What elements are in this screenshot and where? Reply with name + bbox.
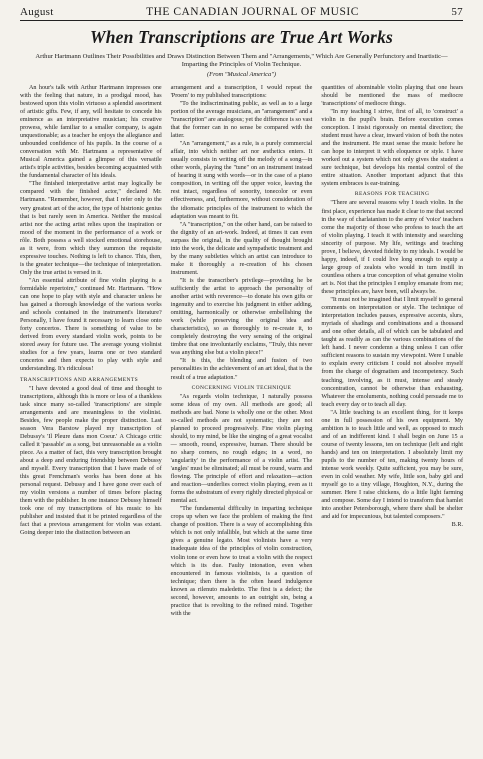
paragraph: "I have devoted a good deal of time and thought to transcriptions, although this is more or less of a thankless task since many so-called 'transcriptions' are simple arrangements and are meaningless to the violinist. Besides, few people make the proper distinction. Last season Vera Barstow played my transcription of Debussy's 'Il Pleure dans mon Coeur.' A Chicago critic called it 'passable' as a song, but unreasonable as a violin piece. As a matter of fact, this very transcription brought about a deep and enduring friendship between Debussy and myself. Every transcription that I have made of of this great Frenchman's works has been done at his personal request. Debussy and I have gone over each of my violin versions a number of times before placing them with the publisher. In one instance Debussy himself took one of my transcriptions of his music to his publisher and insisted that it be printed regardless of the fact that a previous arrangement for violin was extant. Going deeper into the distinction between an: [20, 385, 162, 537]
header-journal-title: THE CANADIAN JOURNAL OF MUSIC: [146, 6, 359, 18]
paragraph: "It must not be imagined that I limit myself to general comments on interpretation or style. The technique of interpretation includes pauses, expressive accents, slurs, myriads of shadings and combinations and a thousand and one other details, all of which can be tabulated and taught as readily as can the various combinations of the left hand. I never condemn a thing unless I can offer sufficient reasons to sustain my viewpoint. Were I unable to explain every criticism I could not absolve myself from the charge of dogmatism and incompetency. Such teaching, involving, as it must, intense and steady concentration, cannot be otherwise than exhausting. Whatever the emoluments, nothing could persuade me to teach every day or to teach all day.: [321, 297, 464, 408]
paragraph: "There are several reasons why I teach violin. In the first place, experience has made it clear to me that second in the way of charlatanism to the army of 'voice' teachers come the majority of those who profess to teach the art of violin playing. I teach it with intensity and searching sincerity of purpose. My life, writings and teaching prove, I believe, devoted fidelity to my ideals. I would be happy, indeed, if I could live long enough to equip a large group of zealots who would in turn instill in countless others a true conception of what genuine violin art is. Not that the principles I employ emanate from me; these principles are, have been, will always be.: [321, 200, 464, 295]
paragraph: "An essential attribute of fine violin playing is a formidable repertoire," continued Mr. Hartmann. "How can one hope to play with style and character unless he has gained a thorough knowledge of the various works and schools contained in the instrument's literature? Personally, I have found it necessary to learn close onto forty concertos. There is something of value to be derived from every standard violin work, points to be stored away for future use. The average young violinist studies for a few years, learns one or two standard concertos and then expects to play with style and understanding. It's ridiculous!: [20, 277, 162, 373]
paragraph: "The fundamental difficulty in imparting technique crops up when we face the problem of making the first change of position. There is a way of accomplishing this which is not only infallible, but which at the same time gives a genuine legato. Most violinists have a very inadequate idea of the principles of violin construction, violin tone or even how to treat a violin with the respect which is its due. Faulty intonation, even when encountered in famous violinists, is a question of technique; then there is the often heard indulgence known as rilenuto maledetto. The first is a defect; the second, however, amounts to an outright sin, being a practice that is revolting to the refined mind. Together with the: [170, 506, 313, 617]
article-source: (From "Musical America"): [207, 70, 276, 78]
paragraph: "A little teaching is an excellent thing, for it keeps one in full possession of his own equipment. My ambition is to teach little and well, as opposed to much and of an indifferent kind. I shall begin on June 15 a course of twenty lessons, ten on technique (left and right hands) and ten on interpretation. I absolutely limit my pupils to the number of ten, making twenty hours of intense work weekly. Quite sufficient, you may be sure, even in cold weather. My wife, little son, baby girl and myself go to a tiny village, Houghton, N.Y., during the summer. Here I raise chickens, do a little light farming and compose. Some day I intend to transform that hamlet into another Petersborough, where there shall be shelter and aid for impecunious, but talented composers.": [321, 409, 464, 521]
article-deck: Arthur Hartmann Outlines Their Possibilities and Draws Distinction Between Them and "Arrangements," Which Are Generally Perfunctory and Inartistic—Imparting the Principles of Violin Technique.: [35, 53, 448, 69]
header-month: August: [20, 6, 54, 18]
section-heading: CONCERNING VIOLIN TECHNIQUE: [191, 384, 292, 391]
paragraph: arrangement and a transcription, I would repeat the 'Proem' to my published transcriptions:: [170, 84, 313, 99]
paragraph: An hour's talk with Arthur Hartmann impresses one with the feeling that nature, in a prodigal mood, has bestowed upon this violin virtuoso a splendid assortment of artistic gifts. Few, if any, will hesitate to concede his eminence as an interpretative musician; his creative prowess, while familiar to a smaller company, is again unquestionable; as a teacher he enjoys the allegiance and unbounded confidence of his pupils. In the course of a conversation with Mr. Hartmann a representative of Musical America gained a glimpse of this versatile artist's triple activities, besides becoming acquainted with the fundamental character of his ideals.: [20, 84, 162, 180]
paragraph: "To the indiscriminating public, as well as to a large portion of the average musicians, an "arrangement" and a "transcription" are analogous; yet the difference is so vast that the former can in no sense be compared with the latter.: [170, 100, 313, 140]
paragraph: quantities of abominable violin playing that one hears should be mentioned the mass of mediocre 'transcriptions' of mediocre things.: [321, 84, 464, 107]
paragraph: "The finished interpretative artist may logically be compared with the finished actor," declared Mr. Hartmann. "Remember, however, that I refer only to the very greatest art of the actor, the type of histrionic genius that is but rarely seen in America. Neither the musical artist nor the acting artist relies upon the inspiration or mood of the moment in the performance of a work or rôle. Both possess a well stocked emotional storehouse, as it were, from which they summon the requisite expressive touches. Nothing is left to chance. This, then, is the greater technique—the technique of interpretation. Only the true artist is versed in it.: [20, 181, 162, 276]
author-initials: B.R.: [451, 521, 464, 529]
paragraph: "An "arrangement," as a rule, is a purely commercial affair, into which neither art nor æsthetics enters. It usually consists in writing off the melody of a song—in other words, playing the "tune" on an instrument instead of hearing it sung with words—or in the case of a piano composition, in writing off the upper voice, leaving the rest intact, regardless of sonority, tonecolor or even effectiveness, and, furthermore, without consideration of the idiomatic principles of the instrument to which the adaptation was meant to fit.: [170, 141, 313, 220]
paragraph: "It is this, the blending and fusion of two personalities in the achievement of an art ideal, that is the result of a true adaptation.": [170, 358, 313, 381]
header-rule: [20, 20, 463, 21]
section-heading: TRANSCRIPTIONS AND ARRANGEMENTS: [20, 376, 139, 383]
article-body: [20, 84, 463, 618]
paragraph: "It is the transcriber's privilege—providing he be sufficiently the artist to approach the personality of another artist with reverence—to donate his own gifts or ingenuity and to exercise his judgment in either adding, omitting, harmonically or otherwise embellishing the work (while preserving the original idea and characteristics), so as thoroughly to re-create it, to completely destroying the very sensing of the original timbre that one involuntarily exclaims, "Truly, this never was anything else but a violin piece!": [170, 277, 313, 357]
article-title: When Transcriptions are True Art Works: [89, 27, 394, 47]
paragraph: "In my teaching I strive, first of all, to 'construct' a violin in the pupil's brain. Before execution comes conception. I insist rigorously on mental direction; the student must have a clear, inward vision of both the notes and the instrument. He must sense the music before he can hope to interpret it with eloquence or style. I have worked out a system which not only gives the student a sure technique, but develops his mental control of the entire situation. Another important adjunct that this system embraces is ear-training.: [321, 108, 464, 188]
column-3: [321, 84, 463, 618]
header-page-number: 57: [451, 6, 463, 18]
running-header: [20, 6, 463, 18]
paragraph: "As regards violin technique, I naturally possess some ideas of my own. All methods are good; all methods are bad. None is wholly one or the other. Most so-called methods are not systematic; they are not planned to proceed progressively. Fine violin playing should, to my mind, be like the singing of a great vocalist — smooth, round, expressive, human. There should be no sharp corners, no rough edges; in a word, no 'angularity' in the performance of a violin artist. The 'angles' must be eliminated; all must be round, warm and flowing. The principle of effort and relaxation—action and reaction—underlies correct violin playing, even as it forms the substratum of every rightly directed physical or mental act.: [170, 393, 313, 505]
section-heading: REASONS FOR TEACHING: [354, 191, 430, 198]
column-2: [171, 84, 313, 618]
paragraph: "A "transcription," on the other hand, can be raised to the dignity of an art-work. Indeed, at times it can even surpass the original, in the quality of thought brought into the work, the delicate and sympathetic treatment and by the many subtleties which an artist can introduce to make it thoroughly a re-creation of his chosen instrument.: [170, 221, 313, 276]
column-1: [20, 84, 162, 618]
